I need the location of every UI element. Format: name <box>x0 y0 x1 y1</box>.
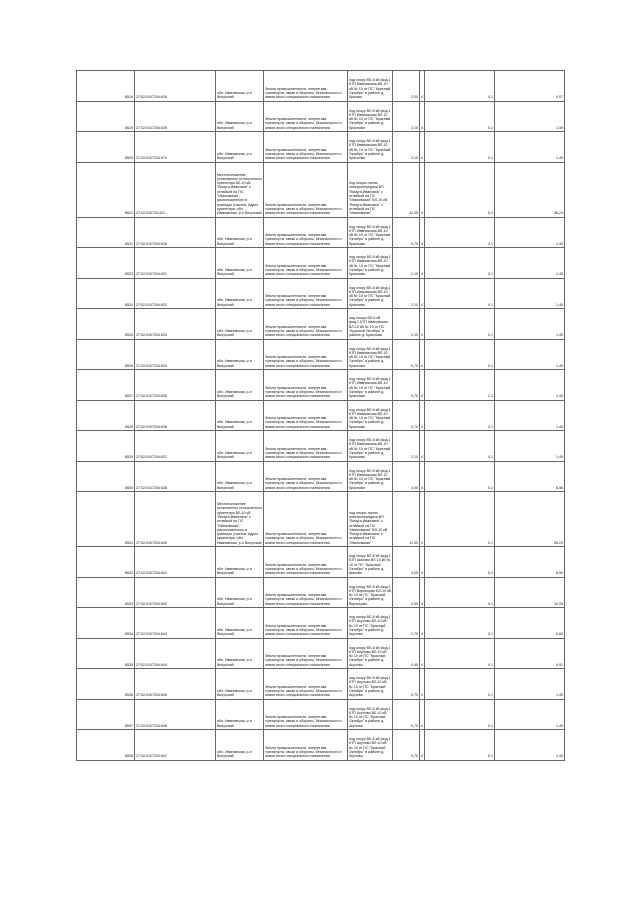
land-category: Земли промышленности, энергетики, транспорта, связи и обороны, безопасности и земли иного специального назначения <box>264 370 348 401</box>
row-number: 8528 <box>77 400 135 431</box>
coefficient: 4 <box>420 638 425 669</box>
result-value: 8,50 <box>495 547 565 578</box>
result-value: 1,49 <box>495 339 565 370</box>
cadastral-number: 27:02:0107204:628 <box>135 217 216 248</box>
address: обл. Ивановская, р-н Вичугский <box>216 400 264 431</box>
land-category: Земли промышленности, энергетики, транспорта, связи и обороны, безопасности и земли иного специального назначения <box>264 608 348 639</box>
address: обл. Ивановская, р-н Вичугский <box>216 71 264 102</box>
row-number: 8531 <box>77 492 135 547</box>
permitted-use: под опору ВЛ-6 кВ фид.1 КТП Акулово ВЛ-10 кВ № 10 от ПС "Красный Октябрь" в районе д. Акулово <box>348 699 393 730</box>
result-value: 0,07 <box>495 71 565 102</box>
coefficient: 4 <box>420 71 425 102</box>
result-value: 1,49 <box>495 101 565 132</box>
table-row <box>77 339 565 370</box>
permitted-use: под опору ВЛ-6 кВ фид.1 КТП Воронцово ВЛ-10 кВ № 10 от ПС "Красный Октябрь" в районе д. Воронцово <box>348 577 393 608</box>
table-row <box>77 370 565 401</box>
land-category: Земли промышленности, энергетики, транспорта, связи и обороны, безопасности и земли иного специального назначения <box>264 101 348 132</box>
coefficient: 4 <box>420 370 425 401</box>
row-number: 8532 <box>77 547 135 578</box>
cadastral-number: 27:02:0107204:639 <box>135 101 216 132</box>
address: обл. Ивановская, р-н Вичугский <box>216 730 264 761</box>
address: обл. Ивановская, р-н Вичугский <box>216 248 264 279</box>
area-value: 2,00 <box>393 577 420 608</box>
table-row <box>77 547 565 578</box>
permitted-use: под опору ВЛ-6 кВ фид.1 КТП Акулово ВЛ-10 кВ № 10 от ПС "Красный Октябрь" в районе д. Акулово <box>348 730 393 761</box>
coefficient: 4 <box>420 431 425 462</box>
address: обл. Ивановская, р-н Вичугский <box>216 608 264 639</box>
area-value: 2,70 <box>393 608 420 639</box>
permitted-use: под опору ВЛ-6 кВ фид.1 КТП Ивановская ВЛ-10 кВ № 10 от ПС "Красный Октябрь" в районе д. Краснова <box>348 339 393 370</box>
area-value: 0,70 <box>393 730 420 761</box>
rate-value: 2,1 <box>425 217 495 248</box>
cadastral-number: 27:02:0107204:642 <box>135 577 216 608</box>
result-value: 1,49 <box>495 370 565 401</box>
table-row <box>77 577 565 608</box>
cadastral-number: 27:02:0107204:632 <box>135 278 216 309</box>
land-category: Земли промышленности, энергетики, транспорта, связи и обороны, безопасности и земли иного специального назначения <box>264 400 348 431</box>
permitted-use: под опору ВЛ-6 кВ фид.1 КТП Ивановская ВЛ-10 кВ № 10 от ПС "Красный Октябрь" в районе д. Шахово <box>348 71 393 102</box>
result-value: 1,49 <box>495 431 565 462</box>
permitted-use: под опору ВЛ-6 кВ фид.1 КТП Ивановская ВЛ-10 кВ № 10 от ПС "Красный Октябрь" в районе д. Краснова <box>348 431 393 462</box>
coefficient: 4 <box>420 577 425 608</box>
row-number: 8536 <box>77 669 135 700</box>
area-value: 4,00 <box>393 461 420 492</box>
result-value: 10,05 <box>495 577 565 608</box>
table-row <box>77 217 565 248</box>
land-category: Земли промышленности, энергетики, транспорта, связи и обороны, безопасности и земли иного специального назначения <box>264 492 348 547</box>
result-value: 1,49 <box>495 248 565 279</box>
permitted-use: под опоры ВЛ-6 кВ фид.1 КТП Ивановская ВЛ-10 кВ № 10 от ПС "Красный Октябрь" в районе д. Краснова <box>348 309 393 340</box>
coefficient: 4 <box>420 217 425 248</box>
area-value: 2,00 <box>393 71 420 102</box>
land-category: Земли промышленности, энергетики, транспорта, связи и обороны, безопасности и земли иного специального назначения <box>264 132 348 163</box>
land-category: Земли промышленности, энергетики, транспорта, связи и обороны, безопасности и земли иного специального назначения <box>264 699 348 730</box>
result-value: 1,49 <box>495 217 565 248</box>
land-category: Земли промышленности, энергетики, транспорта, связи и обороны, безопасности и земли иного специального назначения <box>264 71 348 102</box>
area-value: 4,00 <box>393 547 420 578</box>
table-row <box>77 278 565 309</box>
row-number: 8534 <box>77 608 135 639</box>
cadastral-number: 27:02:0107204:634 <box>135 339 216 370</box>
rate-value: 0,1 <box>425 101 495 132</box>
permitted-use: под опору ВЛ-6 кВ фид.1 КТП Ивановская ВЛ-10 кВ № 10 от ПС "Красный Октябрь" в районе д. Краснова <box>348 132 393 163</box>
cadastral-number: 27:02:0107204:638 <box>135 461 216 492</box>
table-row <box>77 101 565 132</box>
land-category: Земли промышленности, энергетики, транспорта, связи и обороны, безопасности и земли иного специального назначения <box>264 431 348 462</box>
cadastral-number: 27:02:0107204:645 <box>135 669 216 700</box>
cadastral-number: 27:02:0107204:637 <box>135 431 216 462</box>
area-value: 2,10 <box>393 248 420 279</box>
cadastral-number: 27:02:0107204:574 <box>135 132 216 163</box>
land-category: Земли промышленности, энергетики, транспорта, связи и обороны, безопасности и земли иного специального назначения <box>264 638 348 669</box>
coefficient: 4 <box>420 669 425 700</box>
cadastral-number: 27:02:0107204:631 <box>135 248 216 279</box>
land-category: Земли промышленности, энергетики, транспорта, связи и обороны, безопасности и земли иного специального назначения <box>264 248 348 279</box>
result-value: 36,24 <box>495 162 565 217</box>
row-number: 8525 <box>77 309 135 340</box>
rate-value: 0,1 <box>425 71 495 102</box>
row-number: 8520 <box>77 132 135 163</box>
address: Местоположение установлено относительно ориентира ВЛ-10 кВ "Вичуга-Ивановка" с отпайкой на ПС "Ивановская", расположенного в границах участка. Адрес ориентира: обл. Ивановская, р-н Вичугский <box>216 492 264 547</box>
cadastral-number: 27:02:0107204:641 <box>135 547 216 578</box>
area-value: 0,70 <box>393 669 420 700</box>
result-value: 0,91 <box>495 638 565 669</box>
result-value: 1,49 <box>495 309 565 340</box>
permitted-use: под опору ВЛ-6 кВ фид.1 КТП Ивановская ВЛ-10 кВ № 10 от ПС "Красный Октябрь" в районе д. Краснова <box>348 370 393 401</box>
result-value: 1,49 <box>495 699 565 730</box>
permitted-use: под опору ВЛ-6 кВ фид.1 КТП Акулово ВЛ-10 кВ № 10 от ПС "Красный Октябрь" в районе д. Акулово <box>348 638 393 669</box>
row-number: 8530 <box>77 461 135 492</box>
permitted-use: под опору ВЛ-6 кВ фид.1 КТП Акулово ВЛ-10 кВ № 10 от ПС "Красный Октябрь" в районе д. Акулово <box>348 608 393 639</box>
permitted-use: под опору ВЛ-6 кВ фид.1 КТП Шахово ВЛ-10 кВ № 10 от ПС "Красный Октябрь" в районе д. Шахово <box>348 547 393 578</box>
rate-value: 0,1 <box>425 547 495 578</box>
coefficient: 4 <box>420 101 425 132</box>
permitted-use: под опору ВЛ-6 кВ фид.1 КТП Ивановская ВЛ-10 кВ № 10 от ПС "Красный Октябрь" в районе д. Краснова <box>348 461 393 492</box>
permitted-use: под опору ВЛ-6 кВ фид.1 КТП Ивановская ВЛ-10 кВ № 10 от ПС "Красный Октябрь" в районе д. Краснова <box>348 400 393 431</box>
land-category: Земли промышленности, энергетики, транспорта, связи и обороны, безопасности и земли иного специального назначения <box>264 547 348 578</box>
cadastral-number: 27:02:0107204:643 <box>135 608 216 639</box>
rate-value: 0,1 <box>425 638 495 669</box>
row-number: 8529 <box>77 431 135 462</box>
rate-value: 0,1 <box>425 699 495 730</box>
table-row <box>77 608 565 639</box>
cadastral-number: 27:02:0107204:636 <box>135 400 216 431</box>
cadastral-number: 27:02:0107204:640 <box>135 492 216 547</box>
coefficient: 4 <box>420 547 425 578</box>
rate-value: 2,1 <box>425 400 495 431</box>
table-row <box>77 248 565 279</box>
table-row <box>77 730 565 761</box>
permitted-use: под опоры линии электропередачи ВЛ "Вичуга-Ивановка" с отпайкой на ПС "Ивановская" ВЛ-10 кВ "Вичуга-Ивановка" с отпайкой на ПС "Ивановская" <box>348 162 393 217</box>
land-category: Земли промышленности, энергетики, транспорта, связи и обороны, безопасности и земли иного специального назначения <box>264 339 348 370</box>
address: обл. Ивановская, р-н Вичугский <box>216 217 264 248</box>
result-value: 1,49 <box>495 278 565 309</box>
permitted-use: под опору ВЛ-6 кВ фид.1 КТП Ивановская ВЛ-10 кВ № 10 от ПС "Красный Октябрь" в районе д. Краснова <box>348 248 393 279</box>
rate-value: 2,1 <box>425 370 495 401</box>
coefficient: 4 <box>420 699 425 730</box>
address: Местоположение установлено относительно ориентира ВЛ-10 кВ "Вичуга-Ивановка" с отпайкой на ПС "Ивановская", расположенного в границах участка. Адрес ориентира: обл. Ивановская, р-н Вичугский <box>216 162 264 217</box>
table-body <box>77 71 565 761</box>
area-value: 2,10 <box>393 309 420 340</box>
address: обл. Ивановская, р-н Вичугский <box>216 339 264 370</box>
rate-value: 0,1 <box>425 162 495 217</box>
area-value: 2,10 <box>393 132 420 163</box>
area-value: 0,70 <box>393 400 420 431</box>
address: обл. Ивановская, р-н Вичугский <box>216 101 264 132</box>
table-row <box>77 638 565 669</box>
land-category: Земли промышленности, энергетики, транспорта, связи и обороны, безопасности и земли иного специального назначения <box>264 730 348 761</box>
row-number: 8535 <box>77 638 135 669</box>
coefficient: 4 <box>420 339 425 370</box>
rate-value: 0,1 <box>425 730 495 761</box>
table-row <box>77 309 565 340</box>
address: обл. Ивановская, р-н Вичугский <box>216 132 264 163</box>
cadastral-number: 27:02:0107204:633 <box>135 309 216 340</box>
permitted-use: под опору ВЛ-6 кВ фид.1 КТП Ивановская ВЛ-10 кВ № 10 от ПС "Красный Октябрь" в районе д. Краснова <box>348 101 393 132</box>
area-value: 11,00 <box>393 492 420 547</box>
row-number: 8538 <box>77 730 135 761</box>
coefficient: 4 <box>420 730 425 761</box>
row-number: 8522 <box>77 217 135 248</box>
address: обл. Ивановская, р-н Вичугский <box>216 370 264 401</box>
area-value: 2,10 <box>393 278 420 309</box>
row-number: 8523 <box>77 248 135 279</box>
area-value: 2,10 <box>393 431 420 462</box>
result-value: 36,24 <box>495 492 565 547</box>
table-row <box>77 431 565 462</box>
row-number: 8526 <box>77 339 135 370</box>
land-category: Земли промышленности, энергетики, транспорта, связи и обороны, безопасности и земли иного специального назначения <box>264 309 348 340</box>
land-category: Земли промышленности, энергетики, транспорта, связи и обороны, безопасности и земли иного специального назначения <box>264 278 348 309</box>
table-row <box>77 461 565 492</box>
coefficient: 4 <box>420 162 425 217</box>
table-row <box>77 492 565 547</box>
result-value: 1,49 <box>495 132 565 163</box>
rate-value: 0,1 <box>425 461 495 492</box>
result-value: 1,49 <box>495 730 565 761</box>
row-number: 8524 <box>77 278 135 309</box>
permitted-use: под опоры линии электропередачи ВЛ "Вичуга-Ивановка" с отпайкой на ПС "Ивановская" ВЛ-10 кВ "Вичуга-Ивановка" с отпайкой на ПС "Ивановская" <box>348 492 393 547</box>
land-register-table <box>76 70 565 761</box>
address: обл. Ивановская, р-н Вичугский <box>216 577 264 608</box>
permitted-use: под опору ВЛ-6 кВ фид.1 КТП Ивановская ВЛ-10 кВ № 10 от ПС "Красный Октябрь" в районе д. Краснова <box>348 278 393 309</box>
land-category: Земли промышленности, энергетики, транспорта, связи и обороны, безопасности и земли иного специального назначения <box>264 669 348 700</box>
address: обл. Ивановская, р-н Вичугский <box>216 638 264 669</box>
coefficient: 4 <box>420 278 425 309</box>
coefficient: 4 <box>420 608 425 639</box>
result-value: 5,69 <box>495 608 565 639</box>
cadastral-number: 27:02:0107204:626 <box>135 71 216 102</box>
area-value: 2,10 <box>393 101 420 132</box>
row-number: 8537 <box>77 699 135 730</box>
cadastral-number: 27:02:0107204:644 <box>135 638 216 669</box>
area-value: 0,70 <box>393 217 420 248</box>
coefficient: 4 <box>420 492 425 547</box>
area-value: 0,70 <box>393 370 420 401</box>
address: обл. Ивановская, р-н Вичугский <box>216 431 264 462</box>
row-number: 8521 <box>77 162 135 217</box>
rate-value: 0,1 <box>425 608 495 639</box>
cadastral-number: 27:02:0107204:635 <box>135 370 216 401</box>
cadastral-number: 27:02:0107204:647 <box>135 730 216 761</box>
rate-value: 0,1 <box>425 431 495 462</box>
rate-value: 0,1 <box>425 278 495 309</box>
address: обл. Ивановская, р-н Вичугский <box>216 278 264 309</box>
rate-value: 0,1 <box>425 492 495 547</box>
rate-value: 0,1 <box>425 309 495 340</box>
area-value: 0,45 <box>393 638 420 669</box>
row-number: 8516 <box>77 71 135 102</box>
rate-value: 0,1 <box>425 669 495 700</box>
permitted-use: под опору ВЛ-6 кВ фид.1 КТП Акулово ВЛ-10 кВ № 10 от ПС "Красный Октябрь" в районе д. Акулово <box>348 669 393 700</box>
permitted-use: под опору ВЛ-6 кВ фид.1 КТП Ивановская ВЛ-10 кВ № 10 от ПС "Красный Октябрь" в районе д. Краснова <box>348 217 393 248</box>
table-row <box>77 669 565 700</box>
row-number: 8533 <box>77 577 135 608</box>
address: обл. Ивановская, р-н Вичугский <box>216 669 264 700</box>
cadastral-number: 27:02:0107204:646 <box>135 699 216 730</box>
land-category: Земли промышленности, энергетики, транспорта, связи и обороны, безопасности и земли иного специального назначения <box>264 162 348 217</box>
land-category: Земли промышленности, энергетики, транспорта, связи и обороны, безопасности и земли иного специального назначения <box>264 461 348 492</box>
result-value: 1,49 <box>495 400 565 431</box>
land-category: Земли промышленности, энергетики, транспорта, связи и обороны, безопасности и земли иного специального назначения <box>264 577 348 608</box>
area-value: 0,70 <box>393 339 420 370</box>
coefficient: 4 <box>420 461 425 492</box>
address: обл. Ивановская, р-н Вичугский <box>216 699 264 730</box>
table-row <box>77 132 565 163</box>
rate-value: 0,1 <box>425 248 495 279</box>
table-row <box>77 162 565 217</box>
coefficient: 4 <box>420 132 425 163</box>
address: обл. Ивановская, р-н Вичугский <box>216 309 264 340</box>
result-value: 1,49 <box>495 669 565 700</box>
row-number: 8527 <box>77 370 135 401</box>
land-category: Земли промышленности, энергетики, транспорта, связи и обороны, безопасности и земли иного специального назначения <box>264 217 348 248</box>
area-value: 11,00 <box>393 162 420 217</box>
table-row <box>77 400 565 431</box>
coefficient: 4 <box>420 248 425 279</box>
coefficient: 4 <box>420 400 425 431</box>
result-value: 8,56 <box>495 461 565 492</box>
area-value: 0,70 <box>393 699 420 730</box>
address: обл. Ивановская, р-н Вичугский <box>216 461 264 492</box>
rate-value: 0,1 <box>425 339 495 370</box>
coefficient: 4 <box>420 309 425 340</box>
address: обл. Ивановская, р-н Вичугский <box>216 547 264 578</box>
cadastral-number: 27:02:010720:431 <box>135 162 216 217</box>
table-row <box>77 699 565 730</box>
table-row <box>77 71 565 102</box>
rate-value: 0,1 <box>425 577 495 608</box>
rate-value: 0,1 <box>425 132 495 163</box>
row-number: 8519 <box>77 101 135 132</box>
